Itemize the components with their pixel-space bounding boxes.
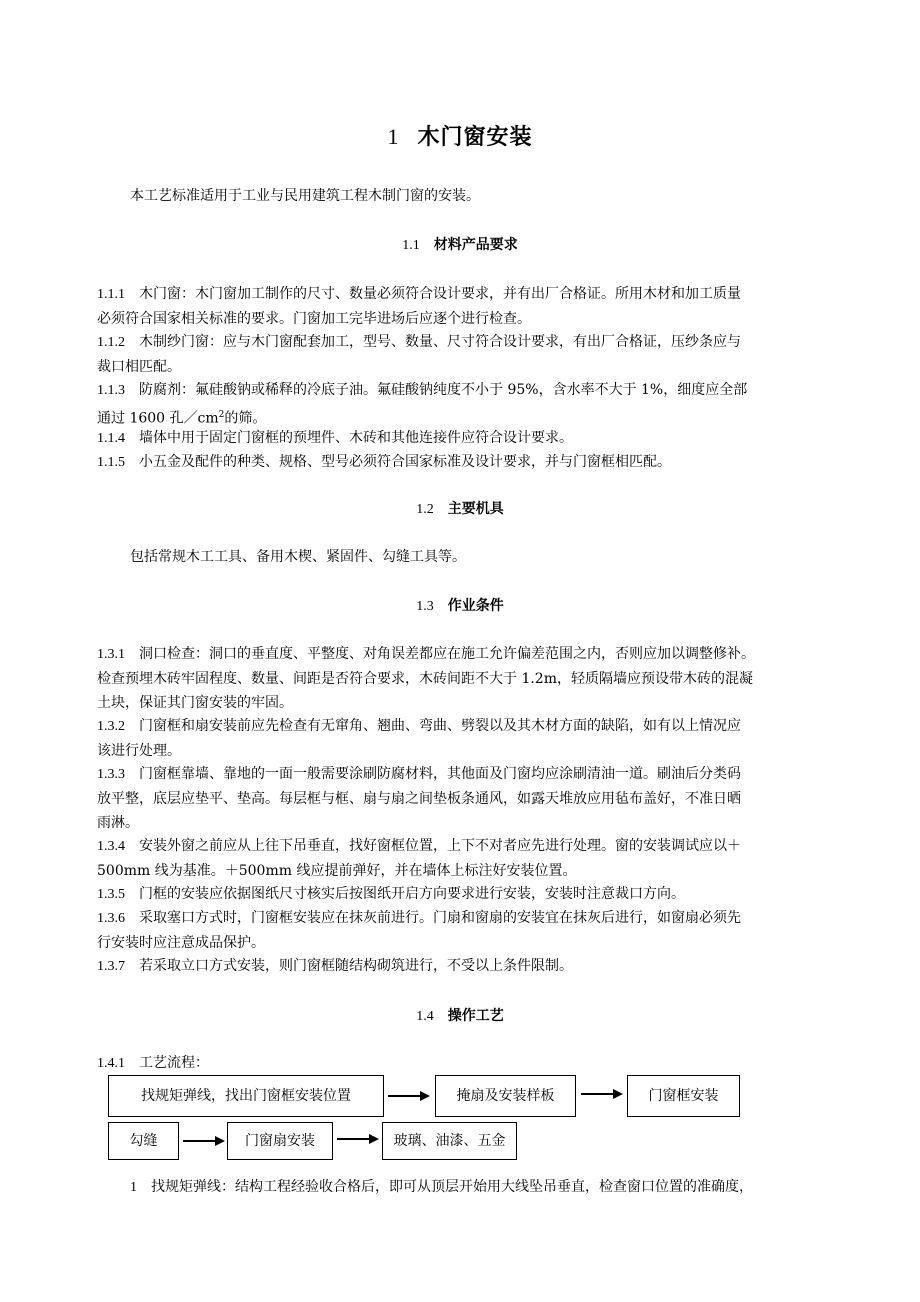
item-1-4-1 [97,1051,857,1076]
item-text-cont: 行安装时应注意成品保护。 [97,935,265,951]
item-1-3-3 [97,762,857,835]
title-number: 1 [387,124,400,149]
page-title [0,120,920,151]
item-text-cont: 土块，保证其门窗安装的牢固。 [97,695,293,711]
item-number: 1.1.5 [97,455,125,470]
step-1-paragraph [130,1175,890,1200]
item-number: 1.3.6 [97,911,125,926]
section-heading-1-2 [0,499,920,520]
item-number: 1.4.1 [97,1056,125,1071]
item-text-cont: 放平整，底层应垫平、垫高。每层框与框、扇与扇之间垫板条通风，如露天堆放应用毡布盖好，不准日晒 [97,791,741,807]
intro-paragraph: 本工艺标准适用于工业与民用建筑工程木制门窗的安装。 [130,188,480,204]
section-number: 1.4 [416,1009,434,1024]
flow-arrow-icon [183,1136,225,1146]
flow-step-sash-install: 门窗扇安装 [227,1122,333,1160]
item-text: 门窗框靠墙、靠地的一面一般需要涂刷防腐材料，其他面及门窗均应涂刷清油一道。刷油后分类码 [139,766,741,782]
item-1-3-1 [97,642,857,715]
item-text-cont: 裁口相匹配。 [97,359,181,375]
item-text: 洞口检查：洞口的垂直度、平整度、对角误差都应在施工允许偏差范围之内，否则应加以调整修补。 [139,646,755,662]
title-text: 木门窗安装 [417,125,533,150]
item-text: 墙体中用于固定门窗框的预埋件、木砖和其他连接件应符合设计要求。 [139,430,573,446]
item-text: 小五金及配件的种类、规格、型号必须符合国家标准及设计要求，并与门窗框相匹配。 [139,454,671,470]
item-1-3-4 [97,834,857,883]
item-number: 1.1.1 [97,287,125,302]
flow-step-glass-paint-hardware: 玻璃、油漆、五金 [382,1122,517,1160]
step-number: 1 [130,1180,137,1195]
step-text: 找规矩弹线：结构工程经验收合格后，即可从顶层开始用大线坠吊垂直，检查窗口位置的准确度， [151,1179,753,1195]
item-text-cont: 500mm 线为基准。＋500mm 线应提前弹好，并在墙体上标注好安装位置。 [97,863,577,879]
item-text-cont: 必须符合国家相关标准的要求。门窗加工完毕进场后应逐个进行检查。 [97,311,531,327]
item-text: 木门窗：木门窗加工制作的尺寸、数量必须符合设计要求，并有出厂合格证。所用木材和加工质量 [139,286,741,302]
item-text-end: 的筛。 [224,410,267,427]
item-number: 1.3.3 [97,767,125,782]
item-1-3-5 [97,882,857,907]
item-1-3-6 [97,906,857,955]
flow-step-sash-template: 掩扇及安装样板 [435,1075,576,1117]
item-number: 1.1.4 [97,431,125,446]
item-text: 门框的安装应依据图纸尺寸核实后按图纸开启方向要求进行安装，安装时注意裁口方向。 [139,886,685,902]
item-text-cont: 检查预埋木砖牢固程度、数量、间距是否符合要求，木砖间距不大于 1.2m，轻质隔墙应预设带木砖的混凝 [97,671,753,687]
item-number: 1.3.7 [97,959,125,974]
section-heading-1-4 [0,1006,920,1027]
item-number: 1.3.5 [97,887,125,902]
item-1-1-2 [97,330,857,379]
item-number: 1.1.3 [97,383,125,398]
item-text: 门窗框和扇安装前应先检查有无窜角、翘曲、弯曲、劈裂以及其木材方面的缺陷，如有以上情况应 [139,718,741,734]
item-number: 1.1.2 [97,335,125,350]
flow-step-mark-lines: 找规矩弹线，找出门窗框安装位置 [108,1075,384,1117]
item-1-1-5 [97,450,857,475]
flow-arrow-icon [337,1134,379,1144]
item-1-3-2 [97,714,857,763]
item-1-1-4 [97,426,857,451]
item-number: 1.3.4 [97,839,125,854]
section-title: 材料产品要求 [433,237,518,253]
item-text-cont: 通过 1600 孔／cm [97,410,219,427]
item-text: 安装外窗之前应从上往下吊垂直，找好窗框位置，上下不对者应先进行处理。窗的安装调试应以＋ [139,838,741,854]
item-text: 木制纱门窗：应与木门窗配套加工，型号、数量、尺寸符合设计要求，有出厂合格证，压纱条应与 [139,334,741,350]
flow-step-frame-install: 门窗框安装 [627,1075,740,1117]
item-text: 工艺流程： [139,1055,209,1071]
tools-paragraph: 包括常规木工工具、备用木楔、紧固件、勾缝工具等。 [130,549,466,565]
section-heading-1-3 [0,596,920,617]
section-number: 1.2 [416,502,434,517]
item-text-cont: 该进行处理。 [97,743,181,759]
section-heading-1-1 [0,235,920,256]
item-text-cont: 雨淋。 [97,815,139,831]
item-text: 采取塞口方式时，门窗框安装应在抹灰前进行。门扇和窗扇的安装宜在抹灰后进行，如窗扇必须先 [139,910,741,926]
item-1-1-3 [97,378,857,431]
flow-arrow-icon [581,1089,623,1099]
item-1-1-1 [97,282,857,331]
section-number: 1.3 [416,599,434,614]
superscript: 2 [218,410,225,420]
section-title: 操作工艺 [447,1008,504,1024]
flow-arrow-icon [388,1091,430,1101]
item-1-3-7 [97,954,857,979]
flow-step-pointing: 勾缝 [108,1122,179,1160]
item-number: 1.3.2 [97,719,125,734]
section-title: 作业条件 [447,598,504,614]
item-number: 1.3.1 [97,647,125,662]
section-number: 1.1 [402,238,420,253]
item-text: 防腐剂：氟硅酸钠或稀释的冷底子油。氟硅酸钠纯度不小于 95%，含水率不大于 1%，细度应全部 [139,382,748,398]
section-title: 主要机具 [447,501,504,517]
item-text: 若采取立口方式安装，则门窗框随结构砌筑进行，不受以上条件限制。 [139,958,573,974]
